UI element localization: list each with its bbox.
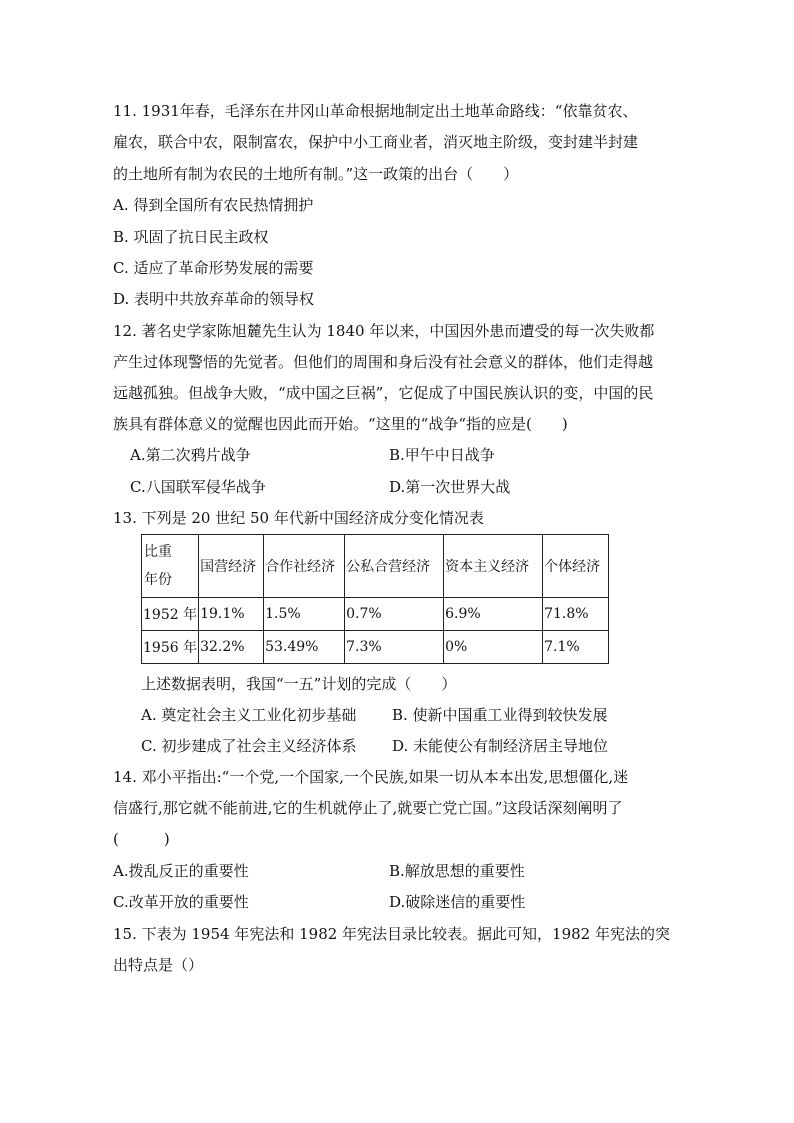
table-cell: 6.9%: [444, 598, 543, 631]
q15-stem-line-1: 15. 下表为 1954 年宪法和 1982 年宪法目录比较表。据此可知，1982 年宪法的突: [113, 925, 670, 943]
q13-title: 13. 下列是 20 世纪 50 年代新中国经济成分变化情况表: [113, 509, 484, 527]
q13-option-a: A. 奠定社会主义工业化初步基础: [141, 706, 357, 724]
table-cell: 7.3%: [345, 631, 444, 664]
q12-stem-line-3: 远越孤独。但战争大败，“成中国之巨祸”，它促成了中国民族认识的变，中国的民: [113, 384, 654, 402]
q11-option-d: D. 表明中共放弃革命的领导权: [113, 290, 315, 308]
table-header-cell: 资本主义经济: [444, 535, 543, 598]
q13-option-c: C. 初步建成了社会主义经济体系: [141, 737, 357, 755]
q12-stem-line-2: 产生过体现警悟的先觉者。但他们的周围和身后没有社会意义的群体，他们走得越: [113, 353, 654, 371]
table-corner-cell: [142, 535, 199, 598]
table-row: [142, 598, 609, 631]
q14-option-b: B.解放思想的重要性: [389, 862, 525, 880]
table-cell: 0%: [444, 631, 543, 664]
q12-option-d: D.第一次世界大战: [389, 478, 511, 496]
corner-label-bottom: 年份: [144, 572, 172, 588]
q15-stem-line-2: 出特点是（）: [113, 956, 204, 974]
table-row-year: 1956 年: [142, 631, 199, 664]
q11-option-a: A. 得到全国所有农民热情拥护: [113, 196, 314, 214]
table-header-row: [142, 535, 609, 598]
q11-option-c: C. 适应了革命形势发展的需要: [113, 259, 314, 277]
corner-label-top: 比重: [144, 544, 172, 560]
table-cell: 0.7%: [345, 598, 444, 631]
table-header-cell: 合作社经济: [264, 535, 345, 598]
q11-stem-line-1: 11. 1931年春，毛泽东在井冈山革命根据地制定出土地革命路线：“依靠贫农、: [113, 102, 638, 120]
q11-stem-line-3: 的土地所有制为农民的土地所有制。”这一政策的出台（ ）: [113, 165, 519, 183]
q12-option-c: C.八国联军侵华战争: [130, 478, 266, 496]
q14-stem-line-2: 信盛行,那它就不能前进,它的生机就停止了,就要亡党亡国。”这段话深刻阐明了: [113, 799, 623, 817]
table-row-year: 1952 年: [142, 598, 199, 631]
q11-option-b: B. 巩固了抗日民主政权: [113, 228, 269, 246]
q12-option-a: A.第二次鸦片战争: [130, 446, 251, 464]
table-cell: 53.49%: [264, 631, 345, 664]
q12-stem-line-1: 12. 著名史学家陈旭麓先生认为 1840 年以来，中国因外患而遭受的每一次失败都: [113, 322, 655, 340]
table-cell: 19.1%: [199, 598, 264, 631]
q14-option-c: C.改革开放的重要性: [113, 893, 249, 911]
q14-stem-line-3: ( ): [113, 830, 170, 848]
table-row: [142, 631, 609, 664]
q13-option-b: B. 使新中国重工业得到较快发展: [392, 706, 608, 724]
q12-stem-line-4: 族具有群体意义的觉醒也因此而开始。“这里的“战争“指的应是( ): [113, 415, 568, 433]
table-cell: 7.1%: [543, 631, 609, 664]
q11-stem-line-2: 雇农，联合中农，限制富农，保护中小工商业者，消灭地主阶级，变封建半封建: [113, 133, 639, 151]
q14-option-d: D.破除迷信的重要性: [389, 893, 526, 911]
q14-option-a: A.拨乱反正的重要性: [113, 862, 249, 880]
table-cell: 71.8%: [543, 598, 609, 631]
table-header-cell: 国营经济: [199, 535, 264, 598]
economy-table: [141, 534, 609, 664]
table-header-cell: 公私合营经济: [345, 535, 444, 598]
q12-option-b: B.甲午中日战争: [389, 446, 495, 464]
table-cell: 32.2%: [199, 631, 264, 664]
q13-option-d: D. 未能使公有制经济居主导地位: [392, 737, 609, 755]
q14-stem-line-1: 14. 邓小平指出:“一个党,一个国家,一个民族,如果一切从本本出发,思想僵化,迷: [113, 768, 629, 786]
q13-stem: 上述数据表明，我国“一五”计划的完成（ ）: [141, 675, 457, 693]
table-cell: 1.5%: [264, 598, 345, 631]
table-header-cell: 个体经济: [543, 535, 609, 598]
